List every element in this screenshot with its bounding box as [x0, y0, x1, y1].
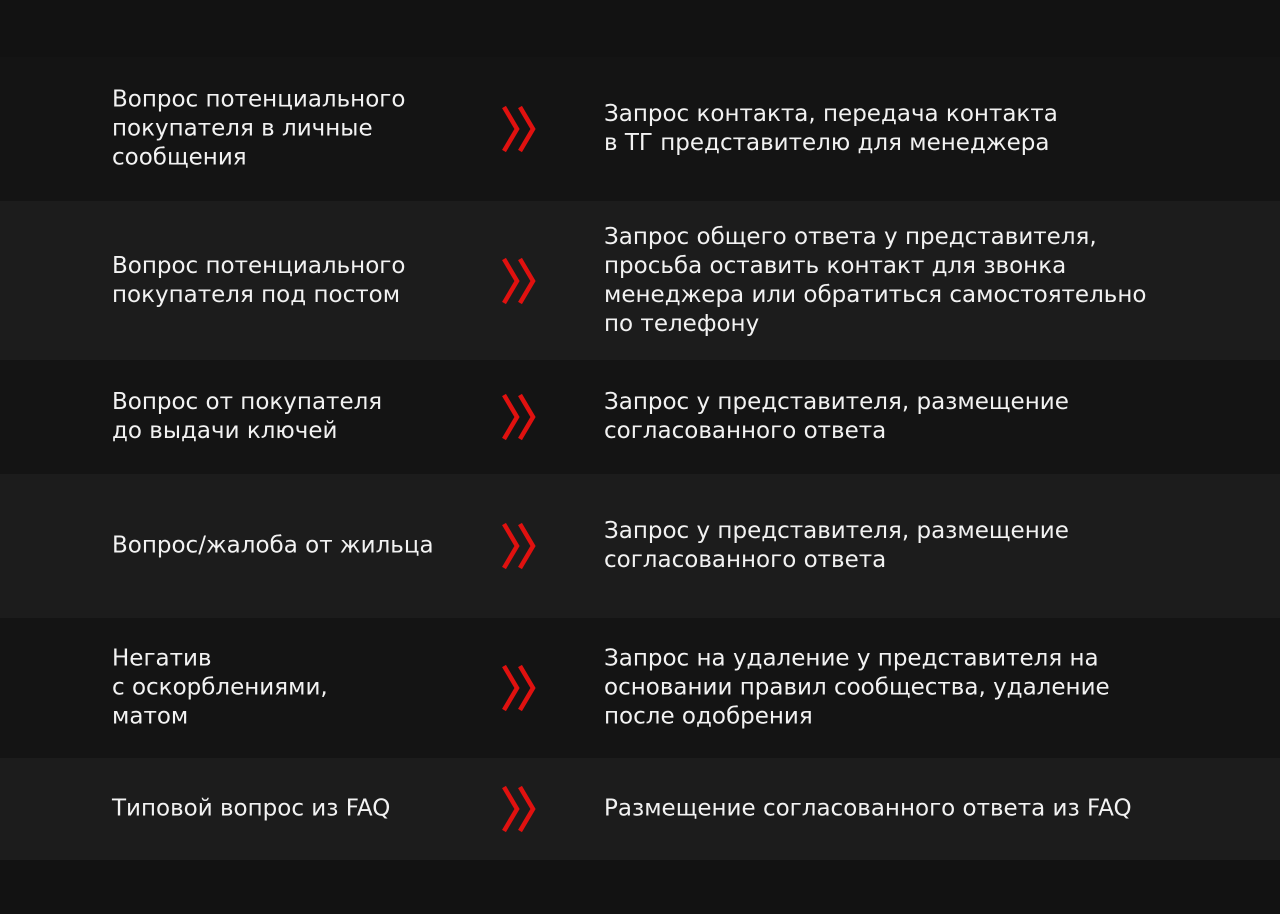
row-action: Запрос общего ответа у представителя, просьба оставить контакт для звонка менеджера или обратиться самостоятельно по телефону [604, 223, 1147, 337]
table-row [0, 360, 1280, 474]
row-action: Запрос контакта, передача контакта в ТГ представителю для менеджера [604, 101, 1058, 156]
row-question: Вопрос от покупателя до выдачи ключей [112, 389, 383, 444]
double-chevron-right-icon [500, 257, 544, 305]
row-question: Вопрос/жалоба от жильца [112, 532, 434, 559]
row-action: Запрос у представителя, размещение согласованного ответа [604, 389, 1069, 444]
double-chevron-right-icon [500, 393, 544, 441]
double-chevron-right-icon [500, 785, 544, 833]
row-action: Запрос у представителя, размещение согласованного ответа [604, 518, 1069, 573]
double-chevron-right-icon [500, 522, 544, 570]
table-row [0, 201, 1280, 360]
table-row [0, 57, 1280, 201]
row-question: Негатив с оскорблениями, матом [112, 645, 328, 730]
table-row [0, 758, 1280, 860]
row-question: Вопрос потенциального покупателя под постом [112, 252, 406, 308]
row-question: Типовой вопрос из FAQ [112, 795, 391, 822]
double-chevron-right-icon [500, 664, 544, 712]
double-chevron-right-icon [500, 105, 544, 153]
table-row [0, 474, 1280, 618]
row-action: Запрос на удаление у представителя на основании правил сообщества, удаление после одобрения [604, 645, 1110, 730]
row-action: Размещение согласованного ответа из FAQ [604, 795, 1132, 822]
row-question: Вопрос потенциального покупателя в личные сообщения [112, 86, 406, 171]
table-row [0, 618, 1280, 758]
